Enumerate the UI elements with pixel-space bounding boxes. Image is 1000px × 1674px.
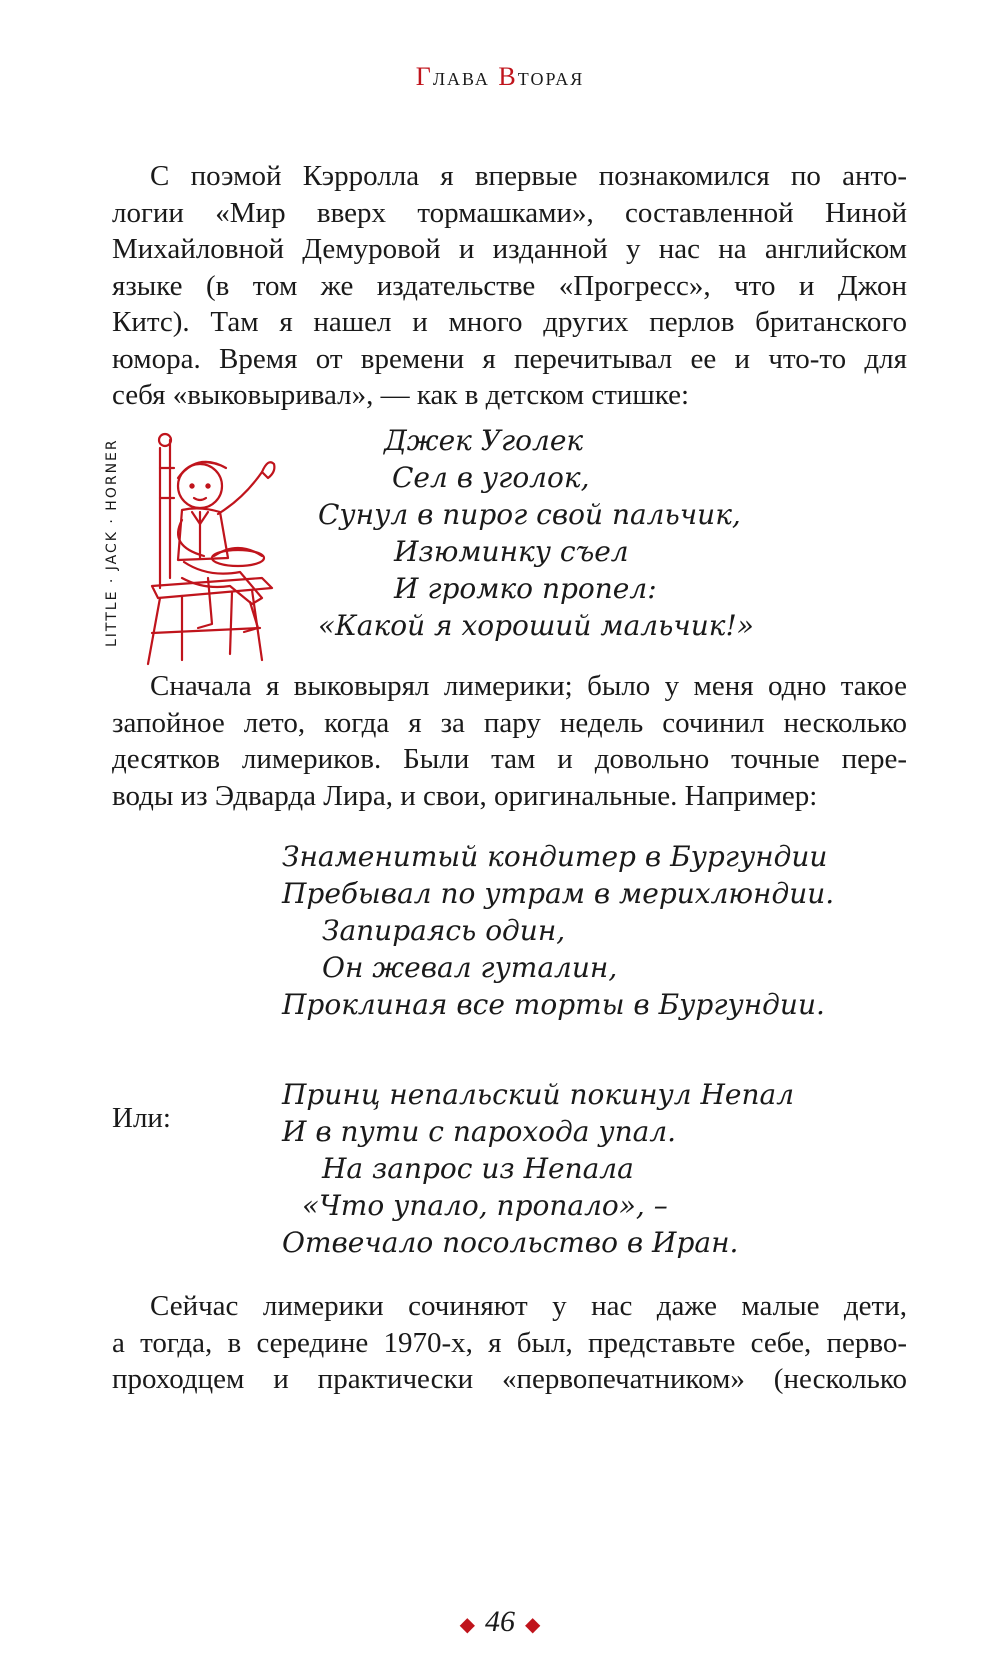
verse-line: Пребывал по утрам в мерихлюндии. [282, 877, 835, 910]
verse-line: Сел в уголок, [392, 461, 590, 494]
paragraph-line: Михайловной Демуровой и изданной у нас на английском [112, 233, 907, 265]
paragraph-3 [112, 1288, 907, 1398]
verse-line: Запираясь один, [322, 914, 566, 947]
paragraph-line: Китс). Там я нашел и много других перлов британского [112, 306, 907, 338]
paragraph-1 [112, 158, 907, 414]
paragraph-2 [112, 668, 907, 814]
verse-line: Он жевал гуталин, [322, 951, 618, 984]
verse-jack-horner [318, 422, 754, 644]
running-head-rest-2: торая [517, 62, 585, 91]
ornament-diamond-icon: ◆ [525, 1613, 541, 1636]
verse-burgundy-limerick [282, 838, 834, 1023]
paragraph-line: а тогда, в середине 1970-х, я был, представьте себе, перво- [112, 1326, 907, 1359]
verse-line: На запрос из Непала [322, 1152, 634, 1185]
verse-line: Отвечало посольство в Иран. [282, 1226, 739, 1259]
verse-line: Проклиная все торты в Бургундии. [282, 988, 825, 1021]
paragraph-line: юмора. Время от времени я перечитывал ее и что-то для [112, 342, 907, 375]
ornament-diamond-icon: ◆ [459, 1613, 475, 1636]
verse-line: «Какой я хороший мальчик!» [318, 609, 754, 642]
verse-line: И громко пропел: [394, 572, 657, 605]
jack-horner-illustration [112, 428, 304, 668]
paragraph-line: десятков лимериков. Были там и довольно точные пере- [112, 743, 907, 775]
running-head-initial-2: В [498, 62, 518, 91]
page-number: 46 [485, 1605, 515, 1638]
verse-line: Изюминку съел [394, 535, 629, 568]
paragraph-line: языке (в том же издательстве «Прогресс», что и Джон [112, 269, 907, 302]
paragraph-line: С поэмой Кэрролла я впервые познакомился по анто- [150, 160, 907, 192]
paragraph-line: Сейчас лимерики сочиняют у нас даже малые дети, [150, 1290, 907, 1322]
paragraph-line: себя «выковыривал», — как в детском стишке: [112, 379, 690, 411]
paragraph-line: логии «Мир вверх тормашками», составленной Ниной [112, 196, 907, 229]
paragraph-line: проходцем и практически «первопечатником» (несколько [112, 1363, 907, 1395]
verse-line: Сунул в пирог свой пальчик, [318, 498, 741, 531]
verse-line: Принц непальский покинул Непал [282, 1078, 795, 1111]
page-number-footer [0, 1605, 1000, 1639]
transition-word: Или: [112, 1102, 171, 1134]
verse-nepal-limerick [282, 1076, 794, 1261]
verse-line: Джек Уголек [384, 424, 584, 457]
verse-line: И в пути с парохода упал. [282, 1115, 677, 1148]
running-head-rest-1: лава [432, 62, 499, 91]
verse-line: «Что упало, пропало», – [302, 1189, 668, 1222]
paragraph-line: воды из Эдварда Лира, и свои, оригинальные. Например: [112, 779, 818, 812]
illustration-caption: LITTLE · JACK · HORNER [104, 438, 120, 648]
paragraph-line: Сначала я выковырял лимерики; было у меня одно такое [150, 670, 907, 702]
verse-line: Знаменитый кондитер в Бургундии [282, 840, 828, 873]
chapter-running-head [0, 62, 1000, 92]
running-head-initial-1: Г [415, 62, 433, 91]
paragraph-line: запойное лето, когда я за пару недель сочинил несколько [112, 706, 907, 739]
